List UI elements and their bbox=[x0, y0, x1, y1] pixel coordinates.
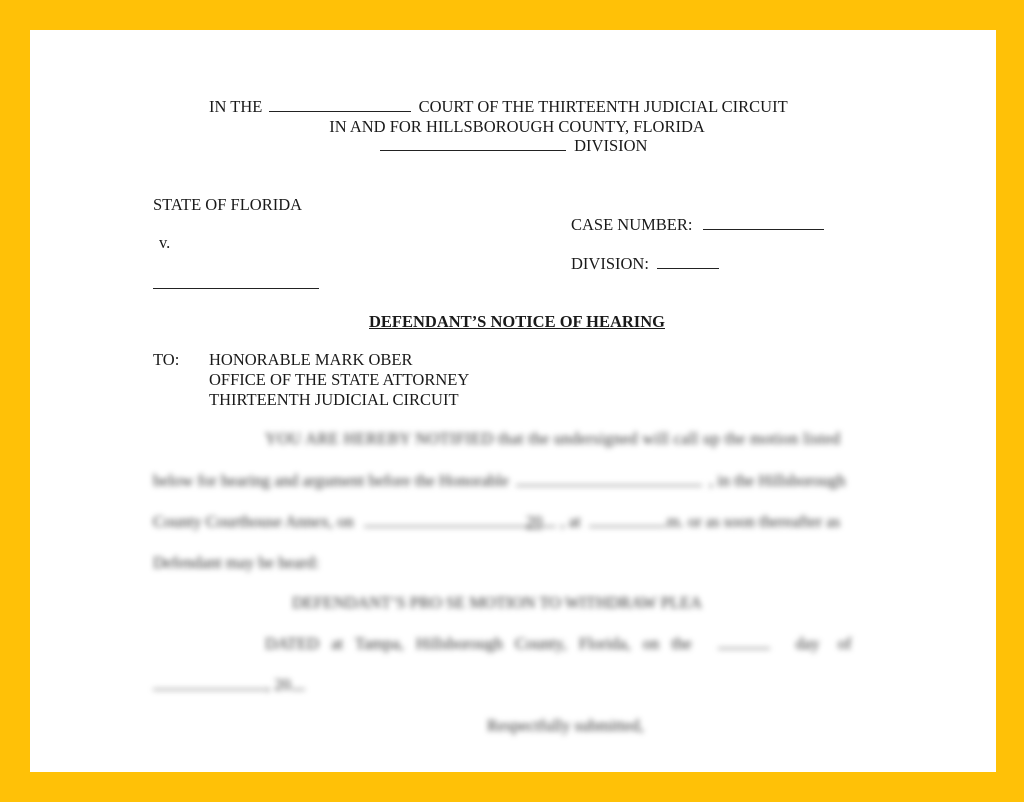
defendant-name-blank bbox=[153, 288, 319, 289]
division-number-blank bbox=[657, 254, 719, 269]
dated-pre: DATED at Tampa, Hillsborough County, Florida, on the bbox=[265, 634, 692, 653]
to-label: TO: bbox=[153, 350, 180, 369]
dated-month-blank bbox=[153, 675, 266, 690]
dated-line-2 bbox=[153, 675, 305, 695]
notice-line-3 bbox=[153, 512, 840, 532]
closing-text: Respectfully submitted, bbox=[487, 716, 644, 735]
notice-line-2-pre: below for hearing and argument before the Honorable bbox=[153, 471, 509, 490]
court-header-line-1 bbox=[209, 97, 788, 117]
motion-title: DEFENDANT’S PRO SE MOTION TO WITHDRAW PLEA bbox=[292, 593, 702, 612]
dated-year-blank bbox=[291, 675, 305, 690]
case-number-label: CASE NUMBER: bbox=[571, 215, 693, 234]
notice-line-3-post: or as soon thereafter as bbox=[688, 512, 841, 531]
case-number-blank bbox=[703, 215, 824, 230]
hearing-year-blank bbox=[542, 512, 556, 527]
notice-line-2-post: , in the Hillsborough bbox=[708, 471, 846, 490]
notice-line-3-pre: County Courthouse Annex, on bbox=[153, 512, 354, 531]
dated-line-1 bbox=[265, 634, 851, 654]
hearing-year-label: 20 bbox=[525, 512, 543, 531]
court-header-post: COURT OF THE THIRTEENTH JUDICIAL CIRCUIT bbox=[418, 97, 788, 116]
hearing-meridiem: .m. bbox=[662, 512, 684, 531]
notice-line-4: Defendant may be heard: bbox=[153, 553, 320, 572]
to-line-judge: HONORABLE MARK OBER bbox=[209, 350, 413, 369]
dated-year-label: , 20 bbox=[266, 675, 291, 694]
notice-line-1: YOU ARE HEREBY NOTIFIED that the undersigned will call up the motion listed bbox=[265, 429, 841, 448]
court-header-line-3 bbox=[380, 136, 647, 156]
court-document bbox=[30, 30, 996, 772]
plaintiff-name: STATE OF FLORIDA bbox=[153, 195, 303, 214]
notice-line-2 bbox=[153, 471, 846, 491]
division-name-blank bbox=[380, 136, 566, 151]
court-name-blank bbox=[269, 97, 411, 112]
versus-label: v. bbox=[159, 233, 171, 252]
judge-name-blank bbox=[516, 471, 702, 486]
case-number-row bbox=[571, 215, 824, 235]
to-line-office: OFFICE OF THE STATE ATTORNEY bbox=[209, 370, 470, 389]
division-header-label: DIVISION bbox=[574, 136, 648, 155]
dated-day-blank bbox=[718, 634, 770, 649]
hearing-at-label: , at bbox=[560, 512, 581, 531]
document-title: DEFENDANT’S NOTICE OF HEARING bbox=[369, 312, 665, 331]
court-header-pre: IN THE bbox=[209, 97, 263, 116]
court-header-line-2: IN AND FOR HILLSBOROUGH COUNTY, FLORIDA bbox=[329, 117, 705, 136]
division-row bbox=[571, 254, 719, 274]
division-label: DIVISION: bbox=[571, 254, 649, 273]
document-frame bbox=[30, 30, 996, 772]
to-line-circuit: THIRTEENTH JUDICIAL CIRCUIT bbox=[209, 390, 459, 409]
hearing-time-blank bbox=[589, 512, 663, 527]
hearing-date-blank bbox=[364, 512, 526, 527]
dated-post: day of bbox=[795, 634, 852, 653]
